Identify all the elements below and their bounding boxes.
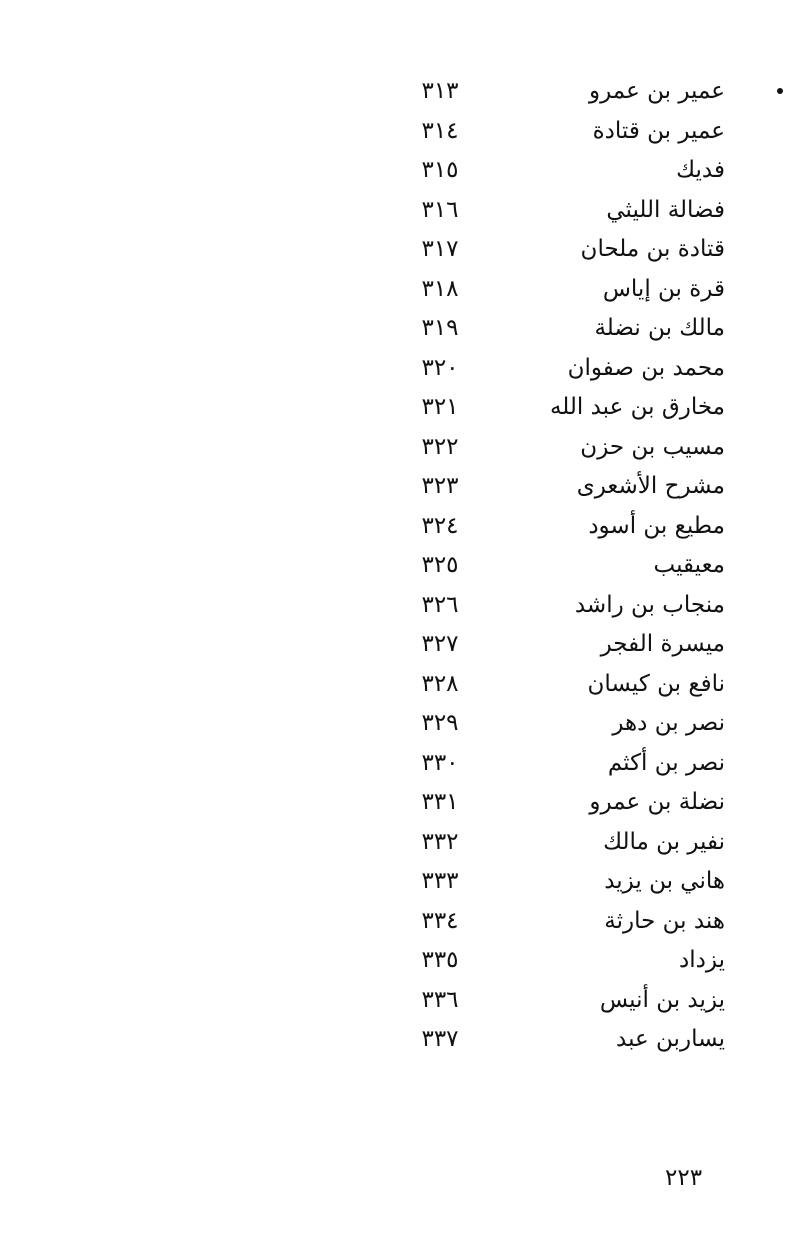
entry-name: نضلة بن عمرو xyxy=(589,789,725,815)
entry-page-number: ٣١٤ xyxy=(421,117,459,144)
entry-page-number: ٣٣١ xyxy=(421,789,459,815)
entry-page-number: ٣٣٥ xyxy=(421,947,459,973)
entry-name: هاني بن يزيد xyxy=(604,868,725,894)
entry-page-number: ٣٣٣ xyxy=(421,868,459,894)
entry-page-number: ٣٣٢ xyxy=(421,828,459,855)
entry-name: فديك xyxy=(676,157,725,183)
entry-name: نصر بن دهر xyxy=(612,710,725,736)
list-item xyxy=(380,428,725,468)
entry-name: محمد بن صفوان xyxy=(567,354,725,381)
entry-page-number: ٣١٩ xyxy=(421,315,459,341)
entry-page-number: ٣٣٧ xyxy=(421,1026,459,1052)
list-item xyxy=(380,586,725,626)
list-item xyxy=(380,112,725,152)
entry-name: فضالة الليثي xyxy=(606,196,725,223)
list-item xyxy=(380,665,725,705)
list-item xyxy=(380,230,725,270)
entry-name: معيقيب xyxy=(653,552,725,578)
list-item xyxy=(380,823,725,863)
entry-name: نصر بن أكثم xyxy=(607,749,725,776)
entry-page-number: ٣٢٧ xyxy=(421,631,459,657)
list-item xyxy=(380,546,725,586)
page-number: ٢٢٣ xyxy=(665,1165,703,1191)
entry-name: نفير بن مالك xyxy=(603,828,725,855)
list-item xyxy=(380,270,725,310)
entry-name: مالك بن نضلة xyxy=(594,315,725,341)
entry-name: مخارق بن عبد الله xyxy=(549,394,725,420)
entry-page-number: ٣٢٤ xyxy=(421,512,459,539)
entry-page-number: ٣١٧ xyxy=(421,236,459,262)
entry-name: مشرح الأشعرى xyxy=(576,473,725,499)
entry-name: هند بن حارثة xyxy=(604,907,725,934)
entry-page-number: ٣١٣ xyxy=(421,78,459,104)
entry-page-number: ٣٢٣ xyxy=(421,473,459,499)
entry-page-number: ٣٢٥ xyxy=(421,552,459,578)
margin-dot xyxy=(777,88,783,94)
list-item xyxy=(380,309,725,349)
entry-page-number: ٣٢٢ xyxy=(421,433,459,460)
list-item xyxy=(380,625,725,665)
entry-page-number: ٣١٦ xyxy=(421,196,459,223)
list-item xyxy=(380,1020,725,1060)
list-item xyxy=(380,349,725,389)
entry-name: ميسرة الفجر xyxy=(600,631,725,657)
entry-name: يزيد بن أنيس xyxy=(599,986,725,1013)
entry-page-number: ٣٣٦ xyxy=(421,986,459,1013)
entry-page-number: ٣٢٩ xyxy=(421,710,459,736)
entry-page-number: ٣٢٨ xyxy=(421,670,459,697)
entry-name: قتادة بن ملحان xyxy=(580,236,725,262)
list-item xyxy=(380,151,725,191)
entry-page-number: ٣٢٦ xyxy=(421,591,459,618)
entry-page-number: ٣٢١ xyxy=(421,394,459,420)
list-item xyxy=(380,941,725,981)
entry-page-number: ٣١٨ xyxy=(421,275,459,302)
list-item xyxy=(380,72,725,112)
entry-page-number: ٣٣٠ xyxy=(421,749,459,776)
list-item xyxy=(380,704,725,744)
list-item xyxy=(380,981,725,1021)
entry-page-number: ٣٣٤ xyxy=(421,907,459,934)
name-index-list xyxy=(380,72,725,1060)
list-item xyxy=(380,783,725,823)
list-item xyxy=(380,388,725,428)
entry-name: عمير بن قتادة xyxy=(592,117,725,144)
entry-name: يزداد xyxy=(679,947,725,973)
entry-name: نافع بن كيسان xyxy=(587,670,725,697)
entry-name: يساربن عبد xyxy=(616,1026,725,1052)
list-item xyxy=(380,467,725,507)
entry-name: منجاب بن راشد xyxy=(574,591,725,618)
list-item xyxy=(380,744,725,784)
entry-name: قرة بن إياس xyxy=(602,275,725,302)
entry-page-number: ٣٢٠ xyxy=(421,354,459,381)
entry-name: مطيع بن أسود xyxy=(588,512,725,539)
entry-name: مسيب بن حزن xyxy=(580,433,725,460)
list-item xyxy=(380,191,725,231)
entry-name: عمير بن عمرو xyxy=(588,78,725,104)
entry-page-number: ٣١٥ xyxy=(421,157,459,183)
list-item xyxy=(380,862,725,902)
list-item xyxy=(380,507,725,547)
list-item xyxy=(380,902,725,942)
